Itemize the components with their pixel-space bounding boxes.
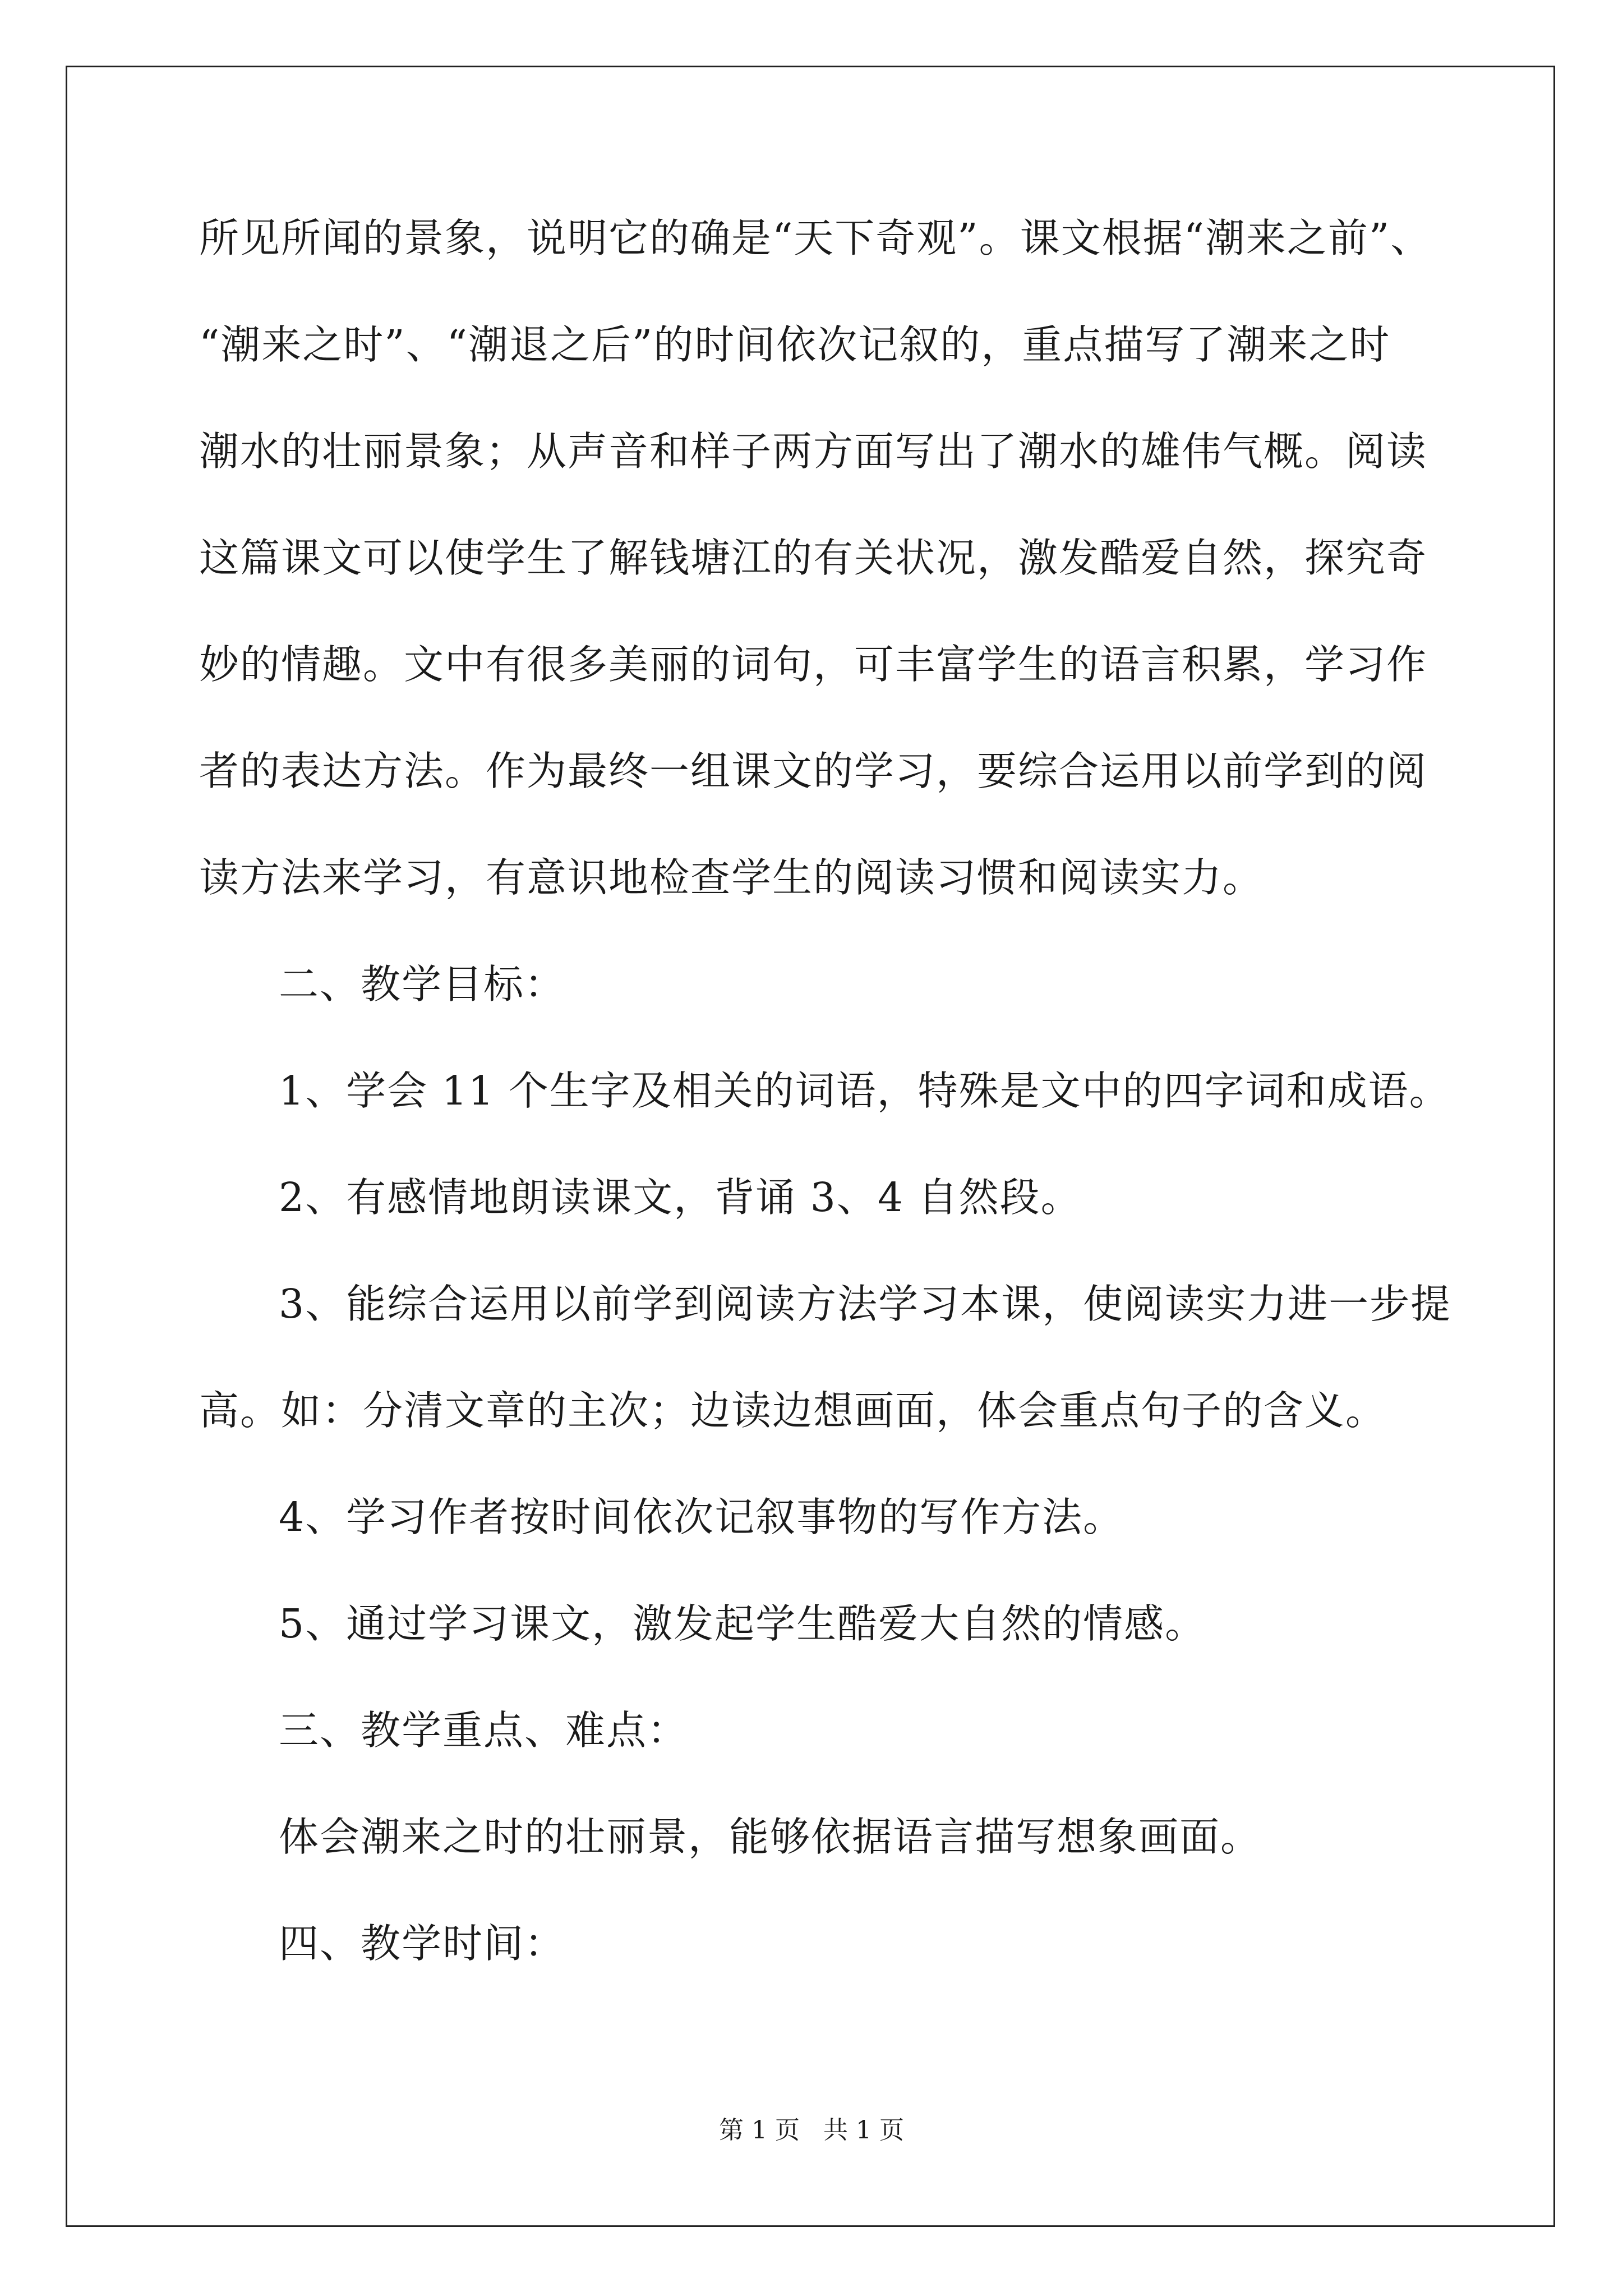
paragraph-line: 所见所闻的景象，说明它的确是“天下奇观”。课文根据“潮来之前”、 <box>199 215 1432 261</box>
objective-item-4: 4、学习作者按时间依次记叙事物的写作方法。 <box>279 1494 1124 1540</box>
key-points-text: 体会潮来之时的壮丽景，能够依据语言描写想象画面。 <box>279 1814 1262 1860</box>
page-number: 第 1 页 <box>719 2116 800 2145</box>
page-total: 共 1 页 <box>823 2116 904 2145</box>
page-footer <box>0 2114 1623 2147</box>
objective-item-2: 2、有感情地朗读课文，背诵 3、4 自然段。 <box>279 1174 1082 1221</box>
paragraph-line: 读方法来学习，有意识地检查学生的阅读习惯和阅读实力。 <box>199 854 1264 901</box>
paragraph-line: 潮水的壮丽景象；从声音和样子两方面写出了潮水的雄伟气概。阅读 <box>199 428 1428 475</box>
objective-item-3: 3、能综合运用以前学到阅读方法学习本课，使阅读实力进一步提 <box>279 1281 1452 1327</box>
paragraph-line: “潮来之时”、“潮退之后”的时间依次记叙的，重点描写了潮来之时 <box>199 321 1391 368</box>
paragraph-line: 者的表达方法。作为最终一组课文的学习，要综合运用以前学到的阅 <box>199 748 1428 794</box>
objective-item-5: 5、通过学习课文，激发起学生酷爱大自然的情感。 <box>279 1600 1206 1647</box>
paragraph-line: 这篇课文可以使学生了解钱塘江的有关状况，激发酷爱自然，探究奇 <box>199 535 1428 581</box>
objective-item-1: 1、学会 11 个生字及相关的词语，特殊是文中的四字词和成语。 <box>279 1068 1450 1114</box>
paragraph-line: 妙的情趣。文中有很多美丽的词句，可丰富学生的语言积累，学习作 <box>199 641 1428 688</box>
page-border <box>66 66 1555 2227</box>
section-heading-objectives: 二、教学目标： <box>279 961 566 1007</box>
objective-item-3-continued: 高。如：分清文章的主次；边读边想画面，体会重点句子的含义。 <box>199 1387 1387 1434</box>
section-heading-key-points: 三、教学重点、难点： <box>279 1707 689 1754</box>
section-heading-teaching-time: 四、教学时间： <box>279 1920 566 1967</box>
